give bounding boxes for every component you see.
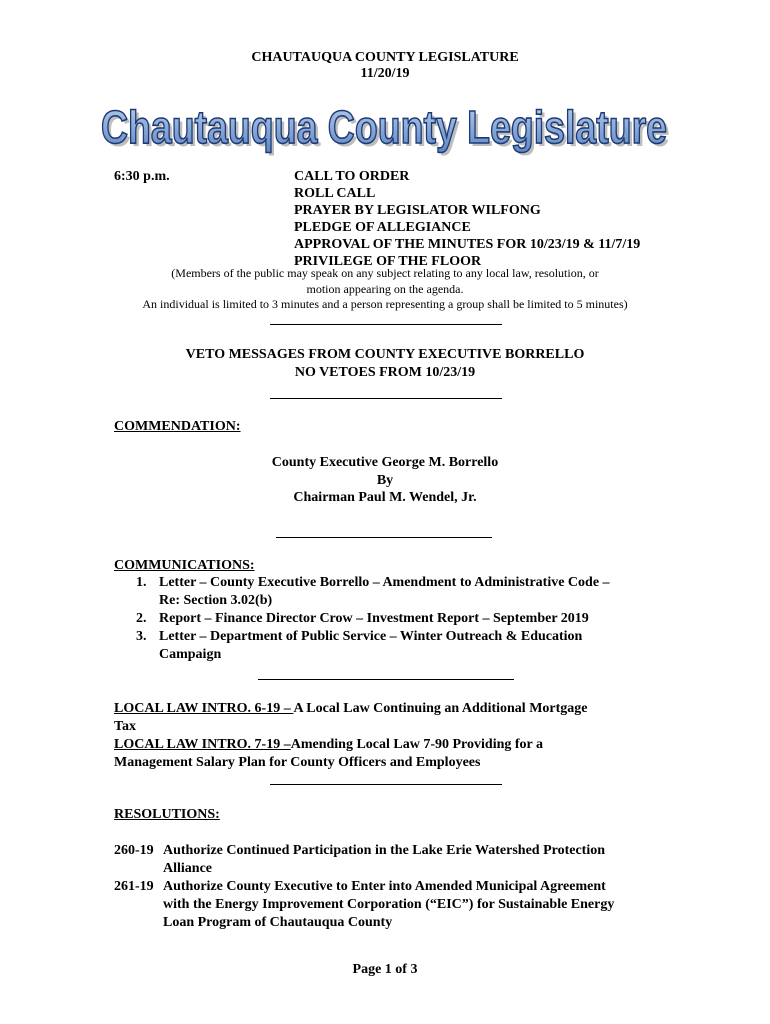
opening-item: CALL TO ORDER (294, 169, 410, 184)
commendation-presenter: Chairman Paul M. Wendel, Jr. (293, 490, 477, 505)
list-item-number: 3. (136, 629, 147, 644)
logo-shadow-text: Chautauqua County Legislature (104, 104, 670, 156)
list-item-number: 1. (136, 575, 147, 590)
opening-item: PRAYER BY LEGISLATOR WILFONG (294, 203, 541, 218)
resolution-text: Authorize County Executive to Enter into Amended Municipal Agreement (163, 879, 606, 894)
opening-item: APPROVAL OF THE MINUTES FOR 10/23/19 & 11/7/19 (294, 237, 641, 252)
list-item-text: Letter – Department of Public Service – Winter Outreach & Education (159, 629, 583, 644)
local-law-text: Amending Local Law 7-90 Providing for a (290, 737, 543, 752)
resolution-text: Authorize Continued Participation in the Lake Erie Watershed Protection (163, 843, 606, 858)
local-law-text: Management Salary Plan for County Officers and Employees (114, 755, 481, 770)
local-law-text: Tax (114, 719, 137, 734)
opening-item: PLEDGE OF ALLEGIANCE (294, 220, 471, 235)
page-number: Page 1 of 3 (352, 962, 418, 977)
list-item-text: Campaign (159, 647, 222, 662)
floor-note-line: motion appearing on the agenda. (306, 282, 464, 296)
communications-heading: COMMUNICATIONS: (114, 558, 255, 573)
floor-note-line: (Members of the public may speak on any subject relating to any local law, resolution, or (171, 266, 599, 280)
resolution-text: Loan Program of Chautauqua County (163, 915, 393, 930)
list-item-text: Re: Section 3.02(b) (159, 593, 273, 608)
resolutions-heading: RESOLUTIONS: (114, 807, 220, 822)
legislature-logo (0, 93, 770, 165)
resolution-number: 260-19 (114, 843, 154, 858)
local-law-7-19 (114, 736, 654, 772)
veto-subtitle: NO VETOES FROM 10/23/19 (294, 365, 476, 380)
section-divider (258, 679, 514, 680)
list-item (136, 628, 656, 664)
list-item-text: Report – Finance Director Crow – Investment Report – September 2019 (159, 611, 589, 626)
list-item (136, 574, 656, 610)
resolution-number: 261-19 (114, 879, 154, 894)
session-time: 6:30 p.m. (114, 169, 170, 184)
resolution-item (114, 842, 674, 878)
resolution-item (114, 878, 674, 932)
floor-note-line: An individual is limited to 3 minutes and a person representing a group shall be limited to 5 minutes) (142, 297, 628, 311)
resolution-text: Alliance (163, 861, 212, 876)
veto-title: VETO MESSAGES FROM COUNTY EXECUTIVE BORRELLO (185, 347, 585, 362)
local-law-text: A Local Law Continuing an Additional Mortgage (293, 701, 588, 716)
section-divider (270, 324, 502, 325)
opening-item: PRIVILEGE OF THE FLOOR (294, 254, 482, 269)
local-law-label: LOCAL LAW INTRO. 6-19 – (114, 701, 294, 716)
section-divider (270, 784, 502, 785)
header-date: 11/20/19 (360, 66, 410, 81)
commendation-by: By (376, 473, 394, 488)
local-law-label: LOCAL LAW INTRO. 7-19 – (114, 737, 291, 752)
list-item (136, 610, 656, 628)
list-item-number: 2. (136, 611, 147, 626)
header-title: CHAUTAUQUA COUNTY LEGISLATURE (251, 50, 519, 65)
commendation-recipient: County Executive George M. Borrello (271, 455, 499, 470)
local-law-6-19 (114, 700, 654, 736)
resolution-text: with the Energy Improvement Corporation (“EIC”) for Sustainable Energy (163, 897, 615, 912)
list-item-text: Letter – County Executive Borrello – Amendment to Administrative Code – (159, 575, 610, 590)
commendation-heading: COMMENDATION: (114, 419, 241, 434)
opening-item: ROLL CALL (294, 186, 376, 201)
logo-text: Chautauqua County Legislature (101, 101, 667, 153)
section-divider (276, 537, 492, 538)
section-divider (270, 398, 502, 399)
